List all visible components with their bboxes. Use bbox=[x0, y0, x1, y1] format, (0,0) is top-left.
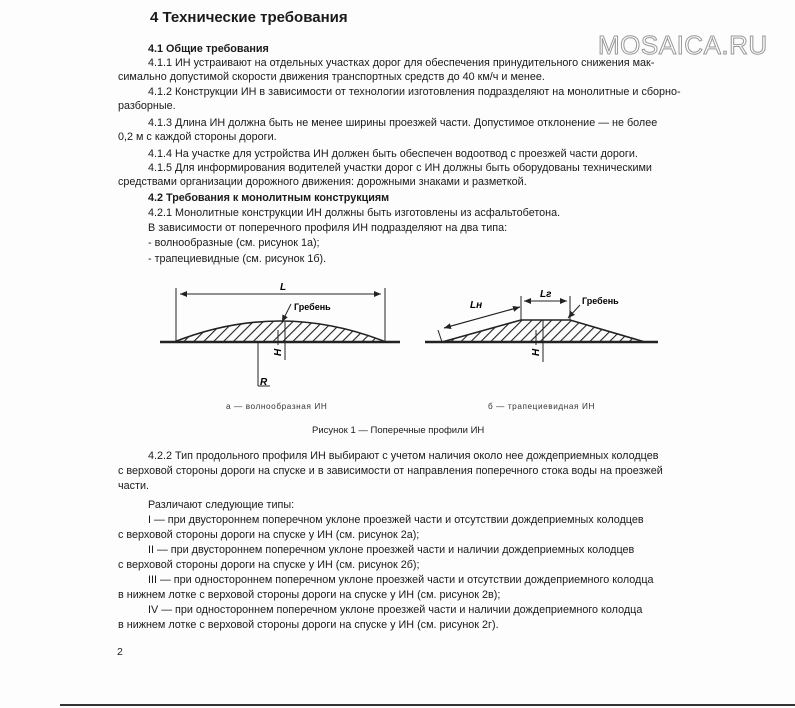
page-number: 2 bbox=[117, 646, 123, 658]
label-Lr: Lг bbox=[540, 289, 552, 300]
subsection-title-4-2: 4.2 Требования к монолитным конструкциям bbox=[148, 192, 390, 204]
list-item: - трапециевидные (см. рисунок 1б). bbox=[148, 253, 327, 265]
paragraph-line: 4.1.2 Конструкции ИН в зависимости от технологии изготовления подразделяют на монолитные и сборно- bbox=[148, 86, 681, 98]
paragraph-line: 4.2.2 Тип продольного профиля ИН выбирают с учетом наличия около нее дождеприемных колодцев bbox=[148, 450, 659, 462]
label-Ln: Lн bbox=[470, 300, 483, 311]
paragraph-line: разборные. bbox=[118, 100, 176, 112]
type-item: II — при двустороннем поперечном уклоне проезжей части и наличии дождеприемных колодцев bbox=[148, 544, 635, 556]
figure-caption-b: б — трапециевидная ИН bbox=[488, 402, 595, 411]
paragraph-line: средствами организации дорожного движения: дорожными знаками и разметкой. bbox=[118, 176, 527, 188]
paragraph-line: симально допустимой скорости движения транспортных средств до 40 км/ч и менее. bbox=[118, 71, 545, 83]
label-ridge-b: Гребень bbox=[582, 296, 619, 306]
list-item: - волнообразные (см. рисунок 1а); bbox=[148, 237, 320, 249]
paragraph-line: 4.1.4 На участке для устройства ИН должен быть обеспечен водоотвод с проезжей части дороги. bbox=[148, 148, 638, 160]
type-item: I — при двустороннем поперечном уклоне проезжей части и отсутствии дождеприемных колодцев bbox=[148, 514, 644, 526]
label-H-a: H bbox=[273, 348, 284, 356]
paragraph-line: с верховой стороны дороги на спуске и в зависимости от направления поперечного стока воды на проезжей bbox=[118, 465, 663, 477]
figure-title: Рисунок 1 — Поперечные профили ИН bbox=[312, 425, 485, 436]
watermark: MOSAICA.RU bbox=[598, 30, 768, 60]
type-item: в нижнем лотке с верховой стороны дороги на спуске у ИН (см. рисунок 2в); bbox=[118, 589, 501, 601]
type-item: в нижнем лотке с верховой стороны дороги на спуске у ИН (см. рисунок 2г). bbox=[118, 619, 499, 631]
paragraph-line: В зависимости от поперечного профиля ИН подразделяют на два типа: bbox=[148, 222, 508, 234]
section-title: 4 Технические требования bbox=[150, 9, 348, 26]
paragraph-line: Различают следующие типы: bbox=[148, 499, 295, 511]
label-L: L bbox=[280, 282, 287, 293]
figure-caption-a: а — волнообразная ИН bbox=[226, 402, 328, 411]
type-item: с верховой стороны дороги на спуске у ИН (см. рисунок 2а); bbox=[118, 529, 420, 541]
paragraph-line: 4.2.1 Монолитные конструкции ИН должны быть изготовлены из асфальтобетона. bbox=[148, 207, 561, 219]
paragraph-line: 4.1.1 ИН устраивают на отдельных участках дорог для обеспечения принудительного снижения мак- bbox=[148, 57, 655, 69]
label-ridge-a: Гребень bbox=[294, 302, 331, 312]
paragraph-line: 4.1.5 Для информирования водителей участки дорог с ИН должны быть оборудованы техническими bbox=[148, 162, 652, 174]
label-R: R bbox=[260, 377, 268, 388]
label-H-b: H bbox=[531, 348, 542, 356]
type-item: с верховой стороны дороги на спуске у ИН (см. рисунок 2б); bbox=[118, 559, 420, 571]
type-item: IV — при одностороннем поперечном уклоне проезжей части и наличии дождеприемного колодца bbox=[148, 604, 643, 616]
wave-profile-diagram bbox=[160, 288, 400, 386]
type-item: III — при одностороннем поперечном уклоне проезжей части и отсутствии дождеприемного колодца bbox=[148, 574, 654, 586]
subsection-title-4-1: 4.1 Общие требования bbox=[148, 43, 269, 55]
bottom-rule bbox=[60, 704, 795, 706]
paragraph-line: 4.1.3 Длина ИН должна быть не менее ширины проезжей части. Допустимое отклонение — не более bbox=[148, 117, 658, 129]
paragraph-line: 0,2 м с каждой стороны дороги. bbox=[118, 131, 277, 143]
paragraph-line: части. bbox=[118, 480, 150, 492]
